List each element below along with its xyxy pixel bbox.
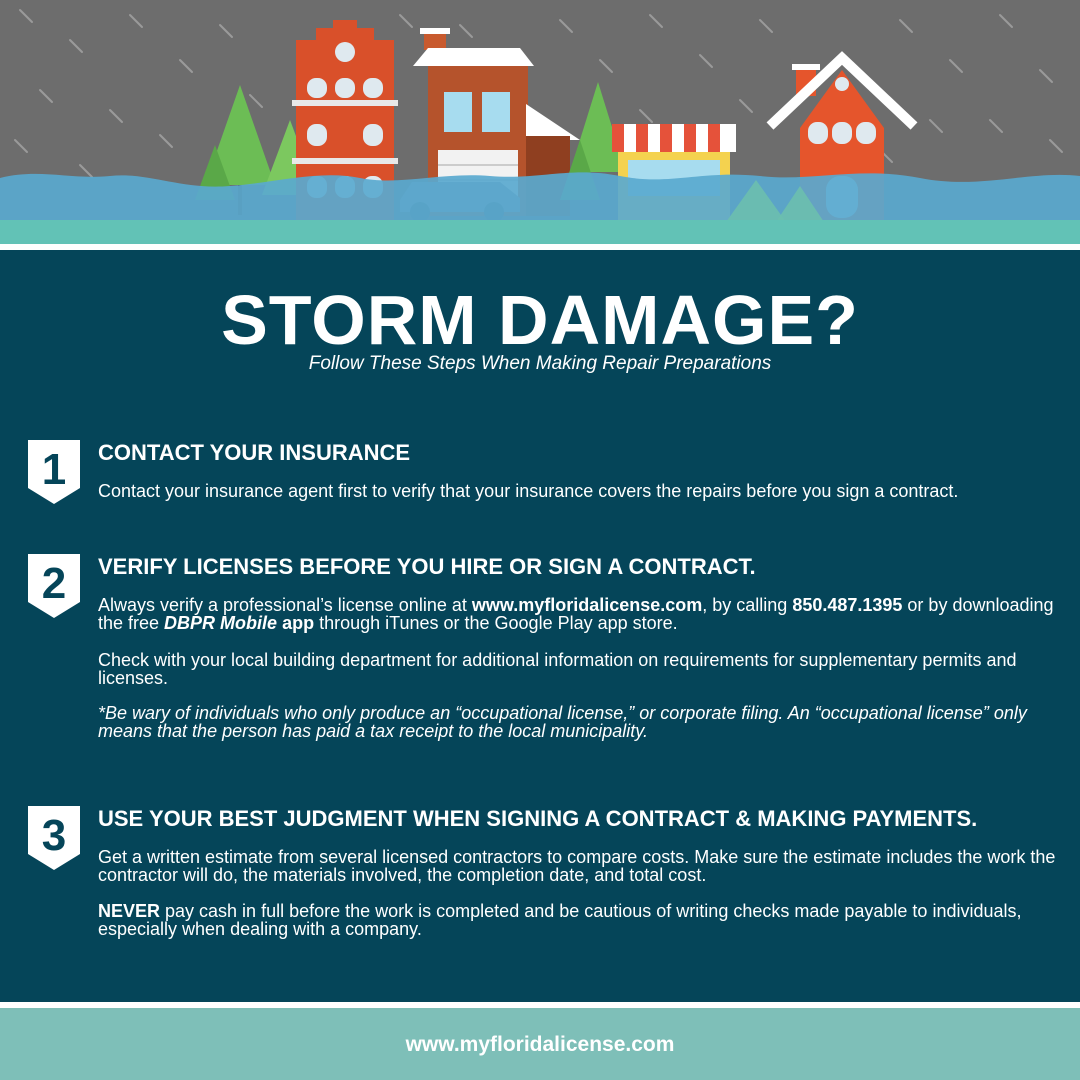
storm-illustration bbox=[0, 0, 1080, 244]
step-2-p1-text-b: , by calling bbox=[702, 595, 793, 615]
step-3-heading: USE YOUR BEST JUDGMENT WHEN SIGNING A CONTRACT & MAKING PAYMENTS. bbox=[98, 806, 978, 831]
step-2-p1-text-c: or by downloading the free bbox=[98, 595, 1054, 633]
step-1-number: 1 bbox=[41, 445, 67, 494]
license-url-link[interactable]: www.myfloridalicense.com bbox=[471, 595, 703, 615]
page-subtitle: Follow These Steps When Making Repair Preparations bbox=[308, 353, 772, 374]
step-1-body: Contact your insurance agent first to verify that your insurance covers the repairs before you sign a contract. bbox=[98, 481, 959, 501]
step-3-badge bbox=[28, 806, 80, 870]
footer-url-link[interactable]: www.myfloridalicense.com bbox=[405, 1033, 675, 1056]
page-title: STORM DAMAGE? bbox=[221, 281, 859, 359]
phone-number: 850.487.1395 bbox=[792, 595, 903, 615]
app-word: app bbox=[282, 613, 315, 633]
step-1-badge bbox=[28, 440, 80, 504]
step-3-number: 3 bbox=[41, 811, 67, 860]
step-2-paragraph-1 bbox=[98, 596, 1063, 632]
step-2-p1-text-d: through iTunes or the Google Play app store. bbox=[314, 613, 678, 633]
never-emphasis: NEVER bbox=[98, 901, 161, 921]
step-3-p2-rest: pay cash in full before the work is completed and be cautious of writing checks made payable to individuals, especially when dealing with a company. bbox=[98, 901, 1022, 939]
step-2-heading: VERIFY LICENSES BEFORE YOU HIRE OR SIGN A CONTRACT. bbox=[98, 554, 756, 579]
step-2-warning-note: *Be wary of individuals who only produce an “occupational license,” or corporate filing. An “occupational license” only means that the person has paid a tax receipt to the local municipality. bbox=[98, 703, 1027, 741]
step-2-number: 2 bbox=[41, 559, 67, 608]
step-2-paragraph-2: Check with your local building department for additional information on requirements for supplementary permits and licenses. bbox=[98, 650, 1017, 688]
app-name: DBPR Mobile bbox=[164, 613, 278, 633]
step-2-badge bbox=[28, 554, 80, 618]
step-2-p1-text-a: Always verify a professional’s license online at bbox=[98, 595, 472, 615]
step-3-paragraph-1: Get a written estimate from several licensed contractors to compare costs. Make sure the estimate includes the work the contractor will do, the materials involved, the completion date, and total cost. bbox=[98, 847, 1056, 885]
step-1-heading: CONTACT YOUR INSURANCE bbox=[98, 440, 411, 465]
step-3-paragraph-2 bbox=[98, 902, 1063, 938]
